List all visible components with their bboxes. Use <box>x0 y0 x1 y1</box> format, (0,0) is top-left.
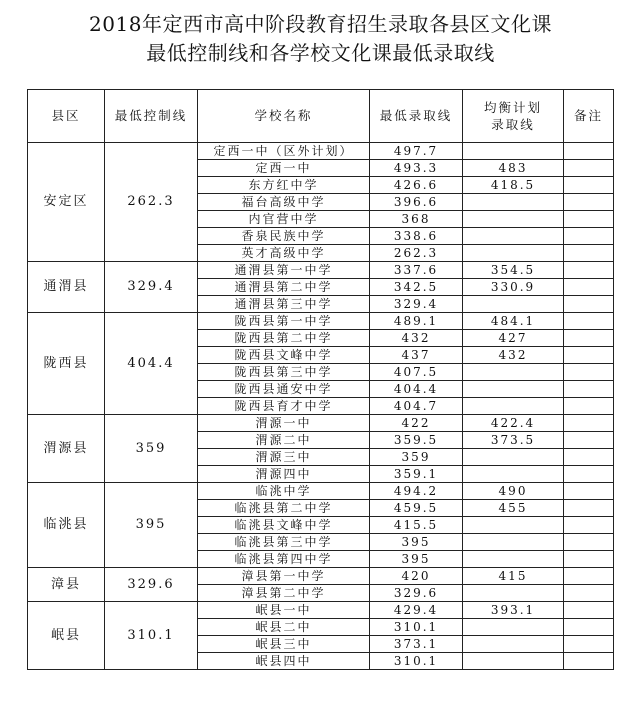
min-score-cell: 329.4 <box>370 296 463 313</box>
min-score-cell: 404.7 <box>370 398 463 415</box>
school-name-cell: 东方红中学 <box>198 177 370 194</box>
county-cell: 安定区 <box>28 143 105 262</box>
county-cell: 陇西县 <box>28 313 105 415</box>
note-cell <box>564 500 614 517</box>
balanced-score-cell <box>463 296 564 313</box>
min-score-cell: 342.5 <box>370 279 463 296</box>
balanced-score-cell: 415 <box>463 568 564 585</box>
school-name-cell: 漳县第一中学 <box>198 568 370 585</box>
balanced-score-cell <box>463 636 564 653</box>
control-line-cell: 395 <box>105 483 198 568</box>
balanced-score-cell: 354.5 <box>463 262 564 279</box>
note-cell <box>564 449 614 466</box>
header-county: 县区 <box>28 90 105 143</box>
note-cell <box>564 279 614 296</box>
note-cell <box>564 160 614 177</box>
school-name-cell: 渭源三中 <box>198 449 370 466</box>
note-cell <box>564 398 614 415</box>
balanced-score-cell: 483 <box>463 160 564 177</box>
county-cell: 临洮县 <box>28 483 105 568</box>
balanced-score-cell: 373.5 <box>463 432 564 449</box>
min-score-cell: 310.1 <box>370 619 463 636</box>
control-line-cell: 359 <box>105 415 198 483</box>
balanced-score-cell <box>463 245 564 262</box>
table-row <box>28 602 614 619</box>
county-cell: 通渭县 <box>28 262 105 313</box>
balanced-score-cell: 422.4 <box>463 415 564 432</box>
header-note: 备注 <box>564 90 614 143</box>
school-name-cell: 岷县四中 <box>198 653 370 670</box>
min-score-cell: 497.7 <box>370 143 463 160</box>
note-cell <box>564 551 614 568</box>
control-line-cell: 262.3 <box>105 143 198 262</box>
note-cell <box>564 619 614 636</box>
min-score-cell: 426.6 <box>370 177 463 194</box>
school-name-cell: 香泉民族中学 <box>198 228 370 245</box>
county-cell: 漳县 <box>28 568 105 602</box>
school-name-cell: 陇西县第二中学 <box>198 330 370 347</box>
min-score-cell: 396.6 <box>370 194 463 211</box>
school-name-cell: 内官营中学 <box>198 211 370 228</box>
balanced-score-cell: 427 <box>463 330 564 347</box>
balanced-score-cell: 455 <box>463 500 564 517</box>
admission-score-table <box>27 89 614 670</box>
note-cell <box>564 194 614 211</box>
balanced-score-cell: 393.1 <box>463 602 564 619</box>
page-title <box>0 10 641 68</box>
min-score-cell: 415.5 <box>370 517 463 534</box>
min-score-cell: 493.3 <box>370 160 463 177</box>
note-cell <box>564 211 614 228</box>
note-cell <box>564 262 614 279</box>
note-cell <box>564 364 614 381</box>
control-line-cell: 329.6 <box>105 568 198 602</box>
min-score-cell: 337.6 <box>370 262 463 279</box>
balanced-score-cell <box>463 364 564 381</box>
note-cell <box>564 585 614 602</box>
min-score-cell: 489.1 <box>370 313 463 330</box>
title-line-1: 2018年定西市高中阶段教育招生录取各县区文化课 <box>89 12 552 36</box>
min-score-cell: 359.1 <box>370 466 463 483</box>
table-row <box>28 568 614 585</box>
balanced-score-cell: 490 <box>463 483 564 500</box>
school-name-cell: 英才高级中学 <box>198 245 370 262</box>
min-score-cell: 338.6 <box>370 228 463 245</box>
min-score-cell: 429.4 <box>370 602 463 619</box>
balanced-score-cell <box>463 228 564 245</box>
school-name-cell: 临洮中学 <box>198 483 370 500</box>
min-score-cell: 373.1 <box>370 636 463 653</box>
school-name-cell: 定西一中 <box>198 160 370 177</box>
note-cell <box>564 296 614 313</box>
table-row <box>28 262 614 279</box>
school-name-cell: 临洮县第二中学 <box>198 500 370 517</box>
note-cell <box>564 602 614 619</box>
balanced-score-cell <box>463 449 564 466</box>
school-name-cell: 陇西县育才中学 <box>198 398 370 415</box>
table-row <box>28 313 614 330</box>
note-cell <box>564 483 614 500</box>
table-row <box>28 483 614 500</box>
title-line-2: 最低控制线和各学校文化课最低录取线 <box>146 41 495 65</box>
school-name-cell: 临洮县文峰中学 <box>198 517 370 534</box>
control-line-cell: 310.1 <box>105 602 198 670</box>
balanced-score-cell <box>463 517 564 534</box>
note-cell <box>564 347 614 364</box>
note-cell <box>564 245 614 262</box>
balanced-score-cell <box>463 534 564 551</box>
min-score-cell: 395 <box>370 551 463 568</box>
header-school-name: 学校名称 <box>198 90 370 143</box>
balanced-score-cell <box>463 381 564 398</box>
note-cell <box>564 568 614 585</box>
balanced-score-cell: 484.1 <box>463 313 564 330</box>
table-header-row <box>28 90 614 143</box>
note-cell <box>564 313 614 330</box>
note-cell <box>564 517 614 534</box>
note-cell <box>564 636 614 653</box>
note-cell <box>564 330 614 347</box>
school-name-cell: 通渭县第一中学 <box>198 262 370 279</box>
min-score-cell: 359.5 <box>370 432 463 449</box>
table-row <box>28 143 614 160</box>
school-name-cell: 渭源四中 <box>198 466 370 483</box>
control-line-cell: 329.4 <box>105 262 198 313</box>
table-body <box>28 143 614 670</box>
control-line-cell: 404.4 <box>105 313 198 415</box>
school-name-cell: 临洮县第四中学 <box>198 551 370 568</box>
min-score-cell: 422 <box>370 415 463 432</box>
header-min-score: 最低录取线 <box>370 90 463 143</box>
note-cell <box>564 534 614 551</box>
county-cell: 渭源县 <box>28 415 105 483</box>
school-name-cell: 福台高级中学 <box>198 194 370 211</box>
min-score-cell: 329.6 <box>370 585 463 602</box>
note-cell <box>564 432 614 449</box>
school-name-cell: 渭源一中 <box>198 415 370 432</box>
balanced-score-cell <box>463 585 564 602</box>
balanced-score-cell <box>463 619 564 636</box>
county-cell: 岷县 <box>28 602 105 670</box>
min-score-cell: 368 <box>370 211 463 228</box>
note-cell <box>564 177 614 194</box>
note-cell <box>564 466 614 483</box>
balanced-score-cell <box>463 211 564 228</box>
header-control-line: 最低控制线 <box>105 90 198 143</box>
min-score-cell: 437 <box>370 347 463 364</box>
header-balanced-plan: 均衡计划 录取线 <box>463 90 564 143</box>
balanced-score-cell <box>463 466 564 483</box>
min-score-cell: 420 <box>370 568 463 585</box>
note-cell <box>564 415 614 432</box>
school-name-cell: 岷县二中 <box>198 619 370 636</box>
school-name-cell: 岷县三中 <box>198 636 370 653</box>
note-cell <box>564 653 614 670</box>
balanced-score-cell: 330.9 <box>463 279 564 296</box>
note-cell <box>564 143 614 160</box>
balanced-score-cell <box>463 653 564 670</box>
school-name-cell: 渭源二中 <box>198 432 370 449</box>
min-score-cell: 404.4 <box>370 381 463 398</box>
school-name-cell: 岷县一中 <box>198 602 370 619</box>
school-name-cell: 定西一中（区外计划） <box>198 143 370 160</box>
min-score-cell: 395 <box>370 534 463 551</box>
note-cell <box>564 381 614 398</box>
min-score-cell: 494.2 <box>370 483 463 500</box>
min-score-cell: 407.5 <box>370 364 463 381</box>
balanced-score-cell <box>463 551 564 568</box>
school-name-cell: 临洮县第三中学 <box>198 534 370 551</box>
school-name-cell: 陇西县第三中学 <box>198 364 370 381</box>
balanced-score-cell: 432 <box>463 347 564 364</box>
balanced-score-cell <box>463 143 564 160</box>
school-name-cell: 陇西县文峰中学 <box>198 347 370 364</box>
min-score-cell: 359 <box>370 449 463 466</box>
school-name-cell: 通渭县第三中学 <box>198 296 370 313</box>
school-name-cell: 通渭县第二中学 <box>198 279 370 296</box>
note-cell <box>564 228 614 245</box>
balanced-score-cell: 418.5 <box>463 177 564 194</box>
min-score-cell: 262.3 <box>370 245 463 262</box>
min-score-cell: 432 <box>370 330 463 347</box>
school-name-cell: 陇西县通安中学 <box>198 381 370 398</box>
balanced-score-cell <box>463 398 564 415</box>
school-name-cell: 漳县第二中学 <box>198 585 370 602</box>
table-row <box>28 415 614 432</box>
school-name-cell: 陇西县第一中学 <box>198 313 370 330</box>
balanced-score-cell <box>463 194 564 211</box>
min-score-cell: 310.1 <box>370 653 463 670</box>
min-score-cell: 459.5 <box>370 500 463 517</box>
